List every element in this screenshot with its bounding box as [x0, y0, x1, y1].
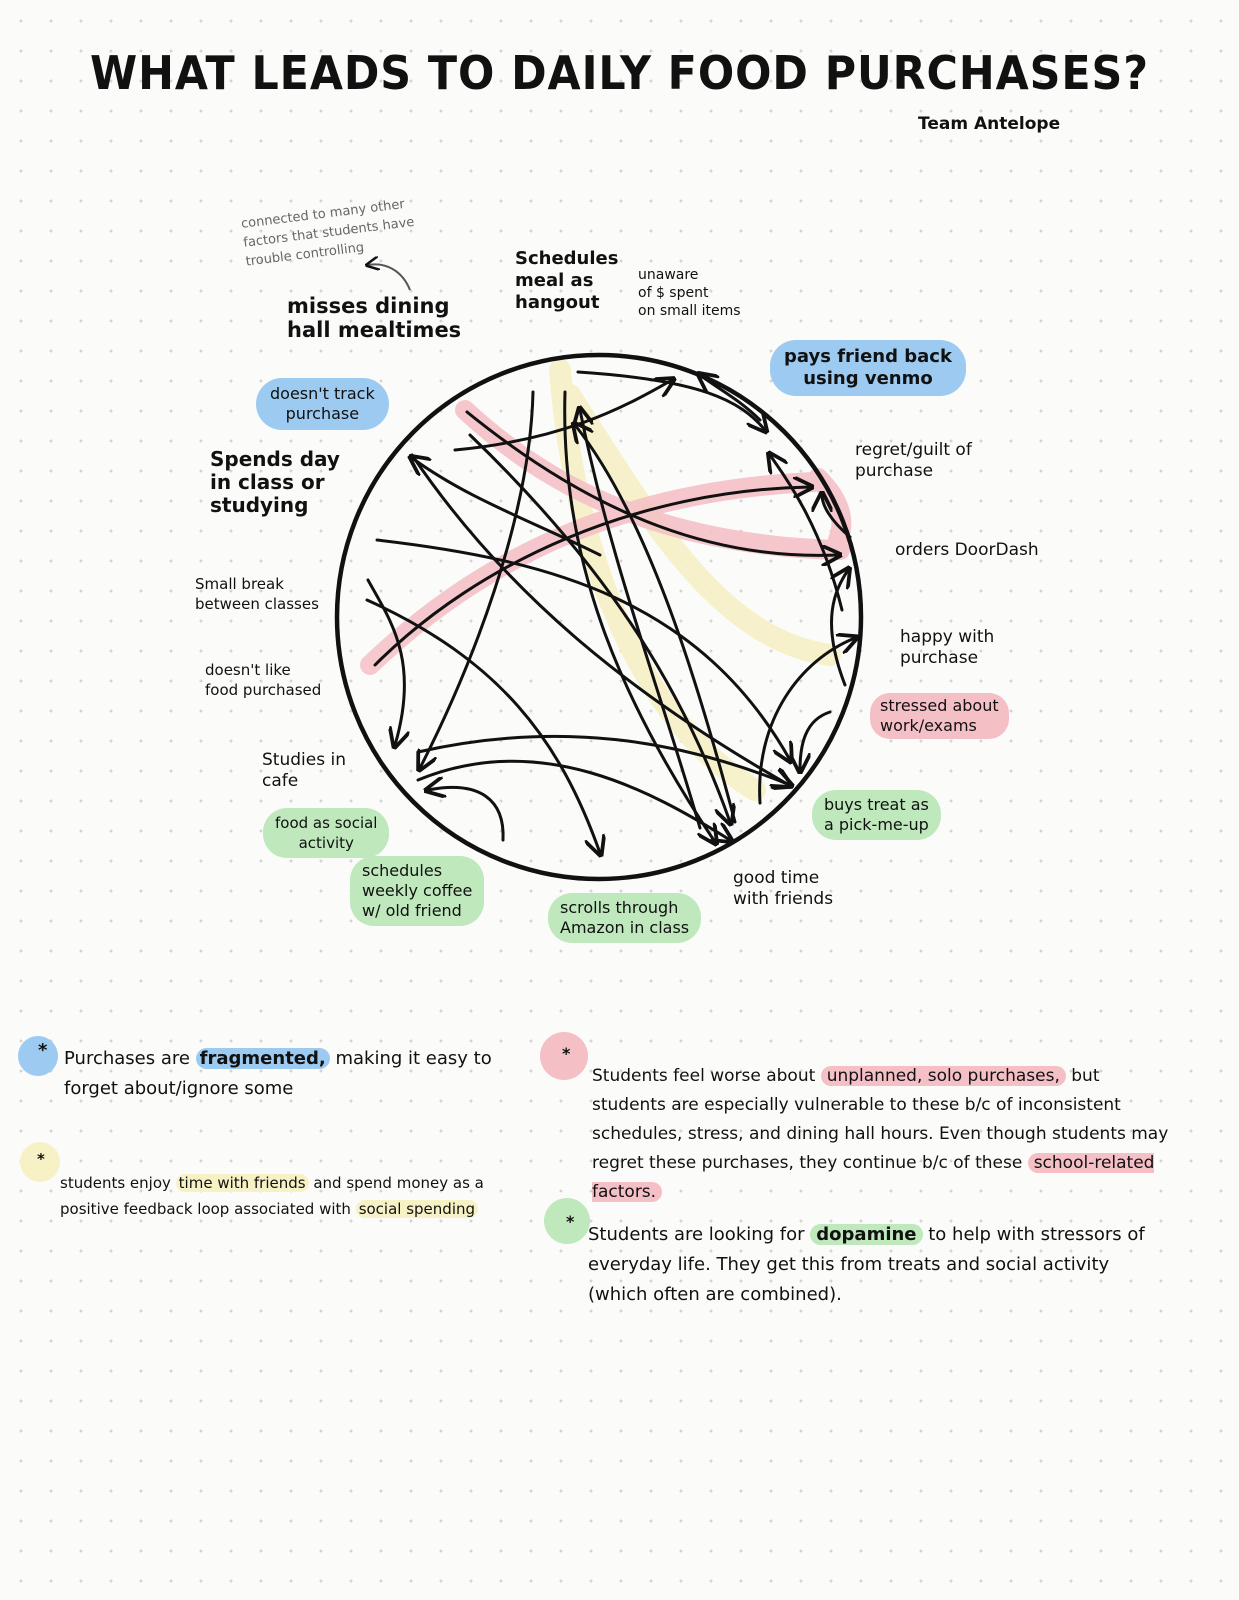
factor-studies-cafe: Studies in cafe [262, 750, 346, 791]
insight-yellow-highlight-1: time with friends [176, 1174, 309, 1192]
factor-schedules-meal: Schedules meal as hangout [515, 248, 619, 313]
insight-blue-highlight: fragmented, [196, 1048, 330, 1069]
arrow-path [832, 570, 848, 685]
insight-blue-after: making it easy to forget about/ignore some [64, 1048, 492, 1099]
insight-green-highlight: dopamine [810, 1224, 922, 1245]
bullet-star: * [566, 1212, 575, 1231]
insight-green-before: Students are looking for [588, 1224, 811, 1245]
factor-doesnt-like-food: doesn't like food purchased [205, 661, 322, 699]
insight-blue-before: Purchases are [64, 1048, 196, 1069]
factor-doesnt-track: doesn't track purchase [256, 378, 389, 430]
annotation-arrow [368, 264, 410, 290]
insight-text-green [588, 1220, 1158, 1310]
insight-pink-highlight-2: school-related factors. [592, 1153, 1155, 1202]
factor-regret: regret/guilt of purchase [855, 440, 972, 481]
factor-orders-doordash: orders DoorDash [895, 540, 1039, 560]
insight-text-pink [592, 1062, 1177, 1207]
factor-food-social: food as social activity [263, 808, 389, 858]
insight-yellow-middle: and spend money as a positive feedback loop associated with [60, 1174, 484, 1218]
bullet-star: * [562, 1044, 571, 1063]
factor-stressed: stressed about work/exams [870, 693, 1009, 739]
insight-text-blue [64, 1044, 524, 1104]
insight-green-after: to help with stressors of everyday life. They get this from treats and social activity (which often are combined). [588, 1224, 1145, 1305]
bullet-star: * [38, 1040, 48, 1061]
page-title: WHAT LEADS TO DAILY FOOD PURCHASES? [89, 46, 1150, 100]
arrow-path [565, 392, 715, 842]
bullet-star: * [37, 1150, 45, 1168]
factor-good-time: good time with friends [733, 868, 834, 909]
insight-pink-middle: but students are especially vulnerable to these b/c of inconsistent schedules, stress, and dining hall hours. Even though students may regret these purchases, they continue b/c of these [592, 1066, 1169, 1173]
arrow-path [428, 787, 503, 840]
insight-pink-before: Students feel worse about [592, 1066, 821, 1086]
factor-happy: happy with purchase [900, 627, 995, 668]
team-name: Team Antelope [918, 114, 1061, 134]
insight-text-yellow [60, 1170, 530, 1222]
factor-pays-friend: pays friend back using venmo [770, 340, 966, 396]
annotation-note: connected to many other factors that students have trouble controlling [240, 196, 416, 270]
factor-weekly-coffee: schedules weekly coffee w/ old friend [350, 856, 484, 926]
factor-misses-dining: misses dining hall mealtimes [287, 294, 462, 342]
factor-unaware-spending: unaware of $ spent on small items [638, 267, 741, 319]
insight-yellow-highlight-2: social spending [356, 1200, 478, 1218]
factor-spends-day: Spends day in class or studying [210, 447, 340, 517]
factor-buys-treat: buys treat as a pick-me-up [812, 790, 941, 840]
insight-pink-highlight-1: unplanned, solo purchases, [821, 1066, 1066, 1086]
factor-small-break: Small break between classes [195, 575, 319, 613]
arrow-path [700, 375, 760, 420]
factor-scrolls-amazon: scrolls through Amazon in class [548, 893, 701, 943]
insight-yellow-before: students enjoy [60, 1174, 176, 1192]
arrow-path [580, 410, 700, 828]
